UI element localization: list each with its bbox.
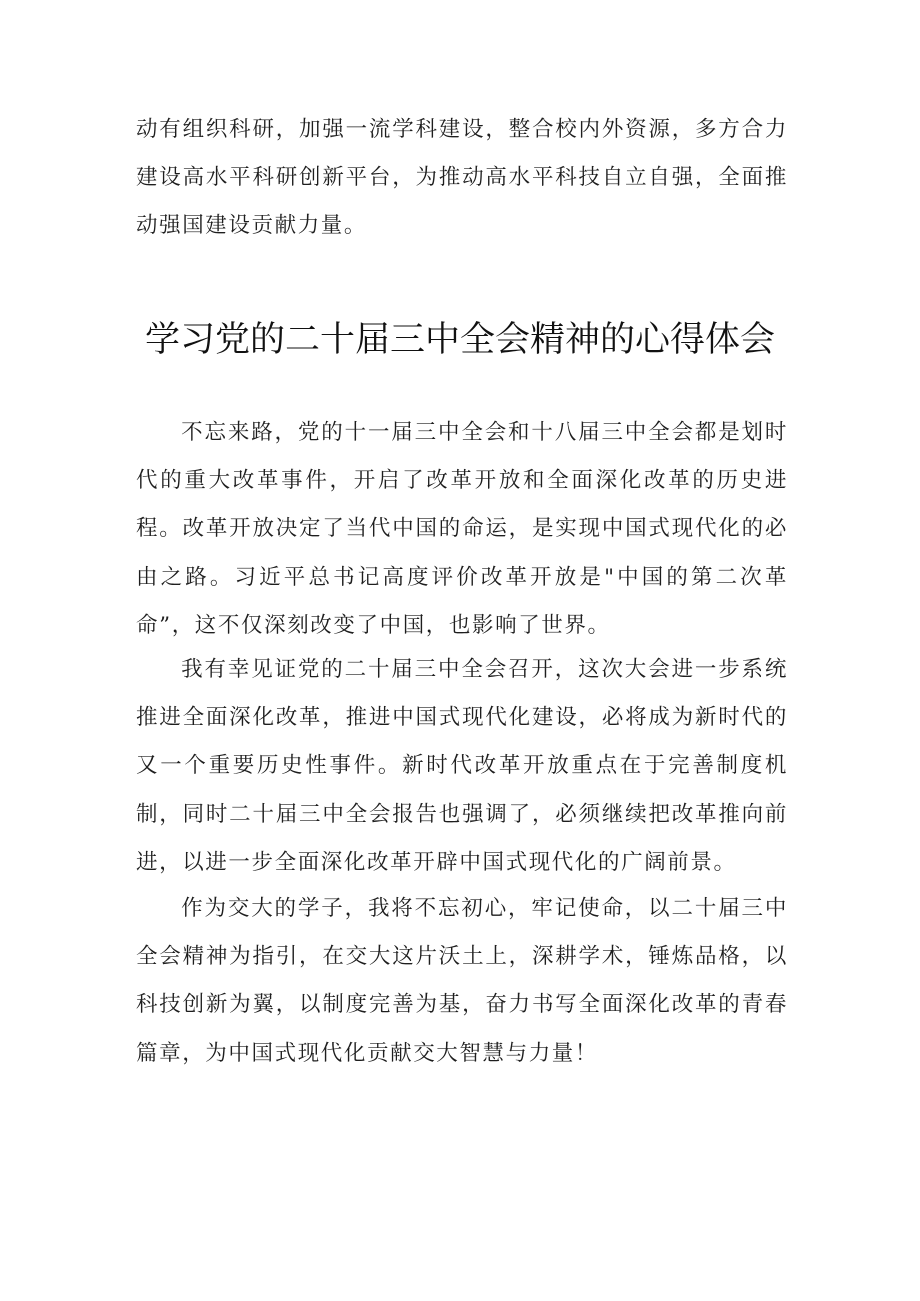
continuation-paragraph: 动有组织科研，加强一流学科建设，整合校内外资源，多方合力建设高水平科研创新平台，为推动高水平科技自立自强，全面推动强国建设贡献力量。 xyxy=(136,117,788,239)
body-paragraph-3: 作为交大的学子，我将不忘初心，牢记使命，以二十届三中全会精神为指引，在交大这片沃土上，深耕学术，锤炼品格，以科技创新为翼，以制度完善为基，奋力书写全面深化改革的青春篇章，为中国式现代化贡献交大智慧与力量！ xyxy=(136,896,788,1066)
body-paragraph-1: 不忘来路，党的十一届三中全会和十八届三中全会都是划时代的重大改革事件，开启了改革开放和全面深化改革的历史进程。改革开放决定了当代中国的命运，是实现中国式现代化的必由之路。习近平总书记高度评价改革开放是"中国的第二次革命”，这不仅深刻改变了中国，也影响了世界。 xyxy=(136,420,788,638)
body-paragraph-2: 我有幸见证党的二十届三中全会召开，这次大会进一步系统推进全面深化改革，推进中国式现代化建设，必将成为新时代的又一个重要历史性事件。新时代改革开放重点在于完善制度机制，同时二十届三中全会报告也强调了，必须继续把改革推向前进，以进一步全面深化改革开辟中国式现代化的广阔前景。 xyxy=(136,657,788,875)
page-title: 学习党的二十届三中全会精神的心得体会 xyxy=(144,320,775,360)
